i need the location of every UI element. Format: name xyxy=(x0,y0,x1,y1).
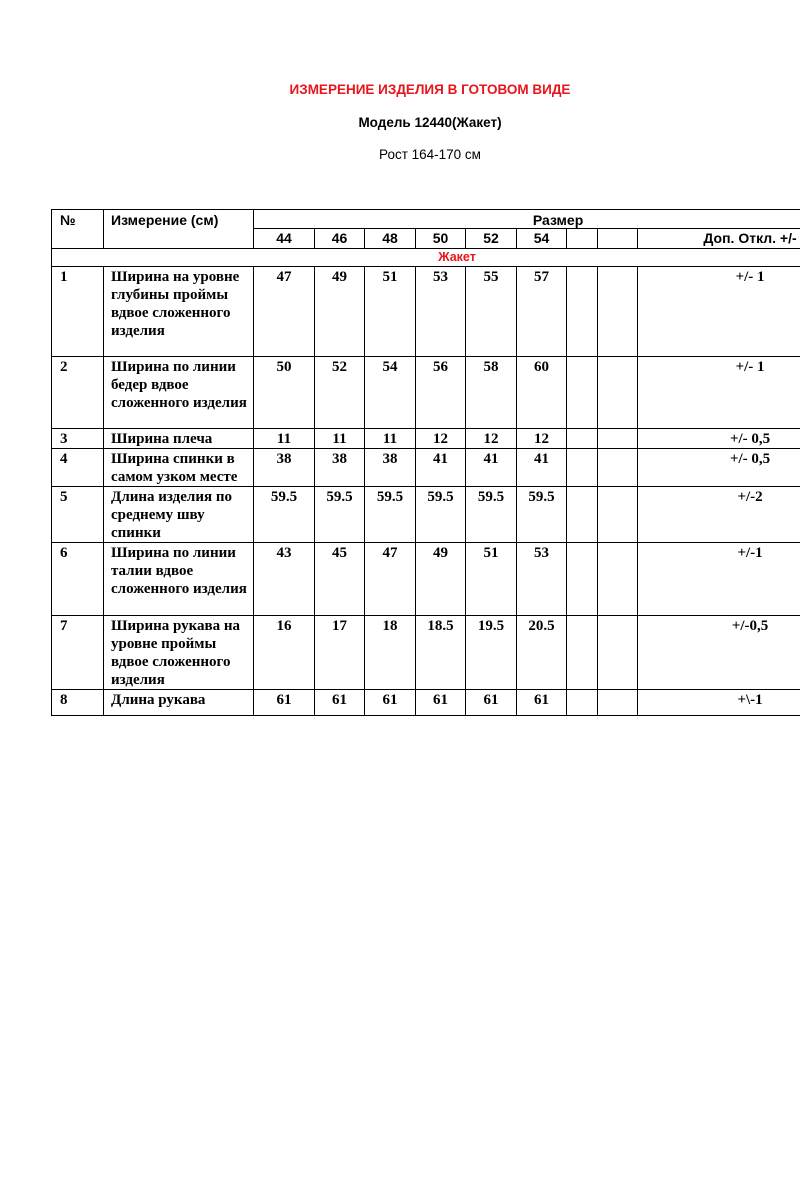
height-range: Рост 164-170 см xyxy=(379,147,481,162)
measurement-table xyxy=(51,209,800,716)
size-value xyxy=(567,429,598,449)
row-number: 2 xyxy=(52,357,104,429)
size-value: 18.5 xyxy=(416,616,466,690)
tolerance-value: +\-1 xyxy=(638,690,800,716)
size-value: 19.5 xyxy=(466,616,517,690)
size-header: 44 xyxy=(254,229,315,249)
measurement-name: Ширина спинки в самом узком месте xyxy=(104,449,254,487)
size-value: 58 xyxy=(466,357,517,429)
tolerance-value: +/-1 xyxy=(638,543,800,616)
measurement-name: Ширина рукава на уровне проймы вдвое сложенного изделия xyxy=(104,616,254,690)
column-header-tolerance: Доп. Откл. +/- xyxy=(638,229,800,249)
size-value: 61 xyxy=(517,690,567,716)
tolerance-value: +/- 0,5 xyxy=(638,449,800,487)
size-value xyxy=(567,690,598,716)
size-value xyxy=(567,616,598,690)
size-value: 11 xyxy=(254,429,315,449)
table-row xyxy=(52,357,800,429)
size-value xyxy=(598,487,638,543)
size-value: 45 xyxy=(315,543,365,616)
size-value xyxy=(598,543,638,616)
tolerance-value: +/-2 xyxy=(638,487,800,543)
row-number: 3 xyxy=(52,429,104,449)
size-value: 51 xyxy=(466,543,517,616)
size-value xyxy=(567,267,598,357)
row-number: 6 xyxy=(52,543,104,616)
size-value: 51 xyxy=(365,267,416,357)
size-value: 49 xyxy=(315,267,365,357)
size-value: 50 xyxy=(254,357,315,429)
model-name: Модель 12440(Жакет) xyxy=(358,115,502,130)
size-value: 53 xyxy=(416,267,466,357)
size-value: 59.5 xyxy=(365,487,416,543)
size-header: 50 xyxy=(416,229,466,249)
size-value: 11 xyxy=(365,429,416,449)
size-value xyxy=(598,267,638,357)
size-value: 49 xyxy=(416,543,466,616)
document-title: ИЗМЕРЕНИЕ ИЗДЕЛИЯ В ГОТОВОМ ВИДЕ xyxy=(289,82,571,97)
size-value: 12 xyxy=(466,429,517,449)
size-value: 54 xyxy=(365,357,416,429)
size-value: 56 xyxy=(416,357,466,429)
row-number: 4 xyxy=(52,449,104,487)
size-header: 48 xyxy=(365,229,416,249)
size-value: 61 xyxy=(315,690,365,716)
size-value: 41 xyxy=(517,449,567,487)
tolerance-value: +/- 1 xyxy=(638,267,800,357)
table-row xyxy=(52,267,800,357)
size-value: 59.5 xyxy=(416,487,466,543)
size-value: 61 xyxy=(416,690,466,716)
size-value: 57 xyxy=(517,267,567,357)
size-value: 47 xyxy=(254,267,315,357)
size-value xyxy=(567,357,598,429)
tolerance-value: +/-0,5 xyxy=(638,616,800,690)
size-value: 59.5 xyxy=(517,487,567,543)
size-value: 16 xyxy=(254,616,315,690)
column-header-measurement: Измерение (см) xyxy=(104,210,254,249)
size-value xyxy=(598,429,638,449)
size-value: 20.5 xyxy=(517,616,567,690)
size-value xyxy=(567,449,598,487)
table-row xyxy=(52,690,800,716)
section-label: Жакет xyxy=(52,249,800,267)
size-header xyxy=(598,229,638,249)
measurement-name: Ширина плеча xyxy=(104,429,254,449)
table-row xyxy=(52,429,800,449)
table-row xyxy=(52,543,800,616)
size-value: 55 xyxy=(466,267,517,357)
size-value xyxy=(598,449,638,487)
size-value: 41 xyxy=(466,449,517,487)
measurement-name: Длина изделия по среднему шву спинки xyxy=(104,487,254,543)
size-header xyxy=(567,229,598,249)
row-number: 5 xyxy=(52,487,104,543)
row-number: 7 xyxy=(52,616,104,690)
size-value: 60 xyxy=(517,357,567,429)
table-row xyxy=(52,487,800,543)
measurement-name: Ширина на уровне глубины проймы вдвое сложенного изделия xyxy=(104,267,254,357)
column-header-number: № xyxy=(52,210,104,249)
size-value: 61 xyxy=(466,690,517,716)
measurement-name: Ширина по линии талии вдвое сложенного изделия xyxy=(104,543,254,616)
size-value: 59.5 xyxy=(315,487,365,543)
size-value: 11 xyxy=(315,429,365,449)
size-value: 38 xyxy=(254,449,315,487)
size-value xyxy=(567,487,598,543)
size-value: 59.5 xyxy=(254,487,315,543)
size-value: 38 xyxy=(365,449,416,487)
measurement-name: Ширина по линии бедер вдвое сложенного изделия xyxy=(104,357,254,429)
size-value: 53 xyxy=(517,543,567,616)
header-row xyxy=(52,210,800,229)
size-value: 52 xyxy=(315,357,365,429)
size-header: 46 xyxy=(315,229,365,249)
size-header: 54 xyxy=(517,229,567,249)
size-value: 17 xyxy=(315,616,365,690)
size-value: 12 xyxy=(517,429,567,449)
size-value: 43 xyxy=(254,543,315,616)
size-value xyxy=(598,357,638,429)
size-value xyxy=(567,543,598,616)
size-value: 18 xyxy=(365,616,416,690)
size-value xyxy=(598,616,638,690)
measurement-name: Длина рукава xyxy=(104,690,254,716)
table-row xyxy=(52,616,800,690)
tolerance-value: +/- 0,5 xyxy=(638,429,800,449)
size-value: 47 xyxy=(365,543,416,616)
size-value: 38 xyxy=(315,449,365,487)
row-number: 8 xyxy=(52,690,104,716)
section-row xyxy=(52,249,800,267)
size-value xyxy=(598,690,638,716)
row-number: 1 xyxy=(52,267,104,357)
tolerance-value: +/- 1 xyxy=(638,357,800,429)
size-value: 61 xyxy=(254,690,315,716)
column-header-size: Размер xyxy=(254,210,800,229)
size-value: 59.5 xyxy=(466,487,517,543)
table-row xyxy=(52,449,800,487)
size-value: 41 xyxy=(416,449,466,487)
size-value: 61 xyxy=(365,690,416,716)
size-value: 12 xyxy=(416,429,466,449)
size-header: 52 xyxy=(466,229,517,249)
